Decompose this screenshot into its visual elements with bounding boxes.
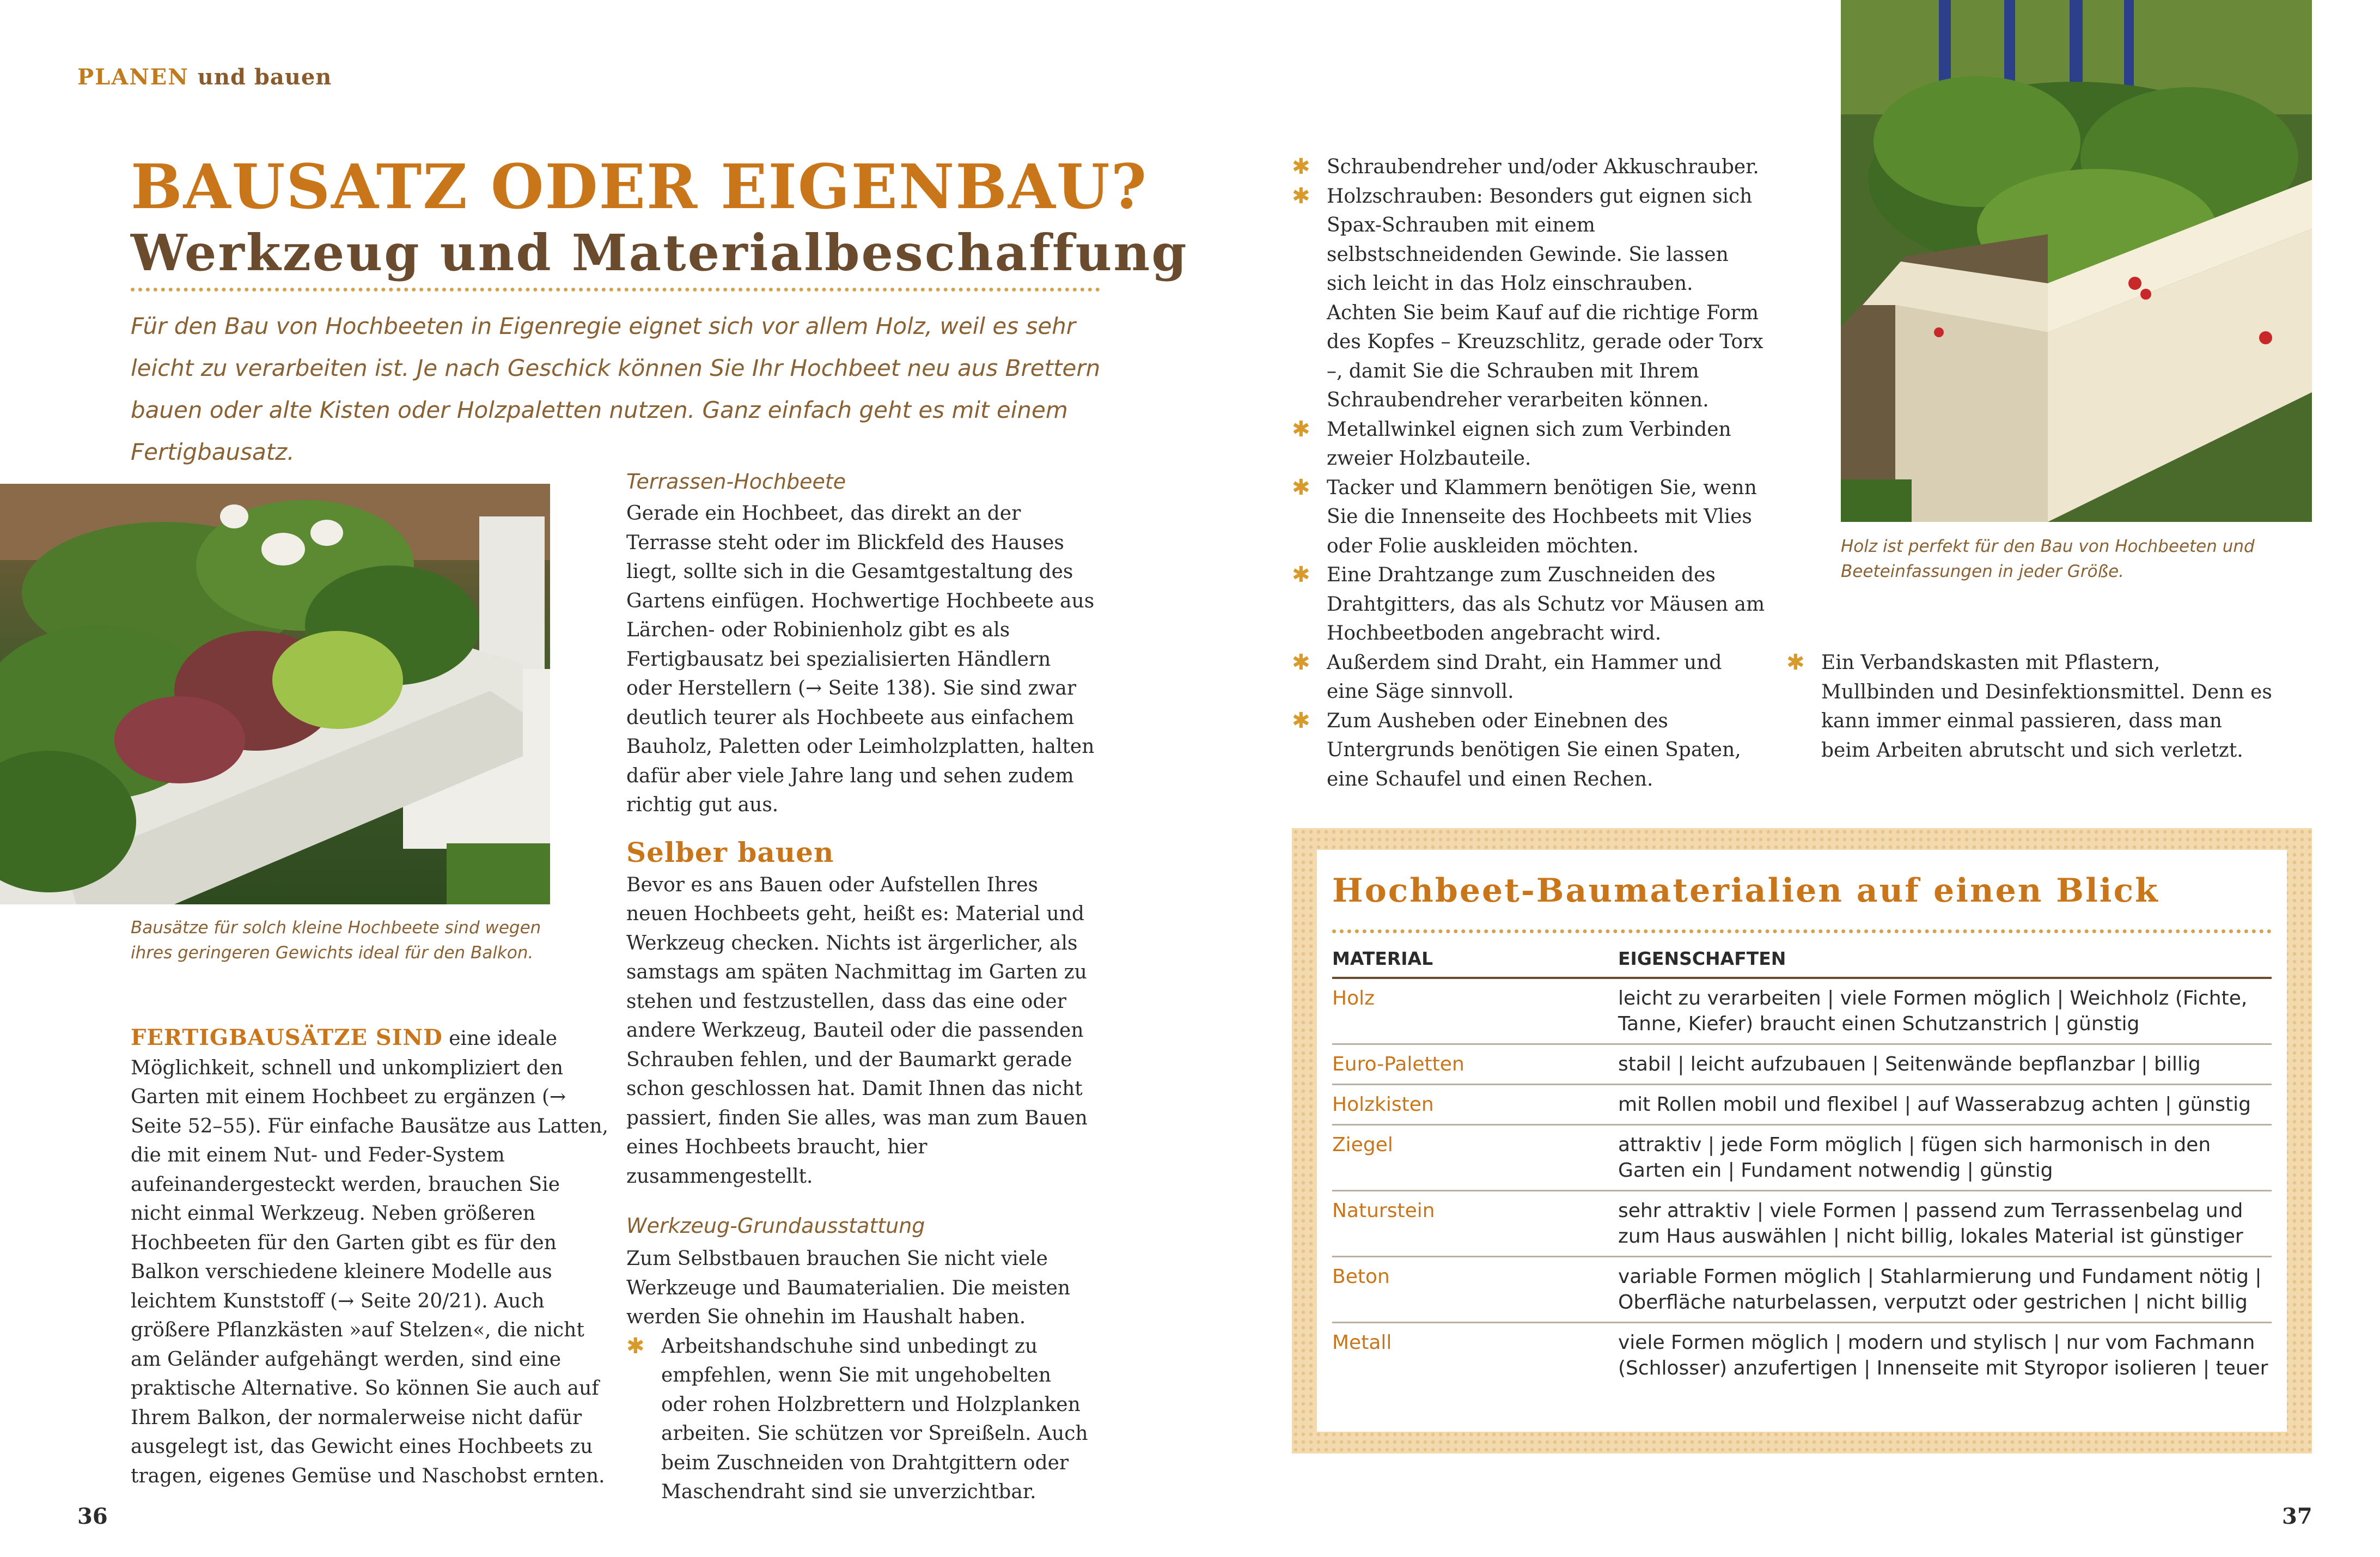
cell-eigenschaften: leicht zu verarbeiten | viele Formen möglich | Weichholz (Fichte, Tanne, Kiefer) braucht einen Schutzanstrich | günstig (1618, 987, 2248, 1035)
table-row (1332, 1045, 2272, 1085)
page-number-right: 37 (2282, 1504, 2312, 1529)
cell-eigenschaften: sehr attraktiv | viele Formen | passend zum Terrassenbelag und zum Haus auswählen | nicht billig, lokales Material ist günstiger (1618, 1200, 2243, 1248)
cell-eigenschaften: stabil | leicht aufzubauen | Seitenwände bepflanzbar | billig (1618, 1053, 2201, 1075)
list-item: ✱ Metallwinkel eignen sich zum Verbinden zweier Holzbauteile. (1292, 415, 1766, 473)
list-item: ✱ Zum Ausheben oder Einebnen des Untergrunds benötigen Sie einen Spaten, eine Schaufel und einen Rechen. (1292, 707, 1766, 794)
photo-left-caption: Bausätze für solch kleine Hochbeete sind wegen ihres geringeren Gewichts ideal für den Balkon. (131, 918, 541, 963)
cell-material: Beton (1332, 1266, 1390, 1288)
running-head-caps: PLANEN (77, 64, 189, 90)
first-aid-list (1786, 648, 2277, 765)
list-item: ✱ Ein Verbandskasten mit Pflastern, Mullbinden und Desinfektionsmittel. Denn es kann immer einmal passieren, dass man beim Arbeiten abrutscht und sich verletzt. (1786, 648, 2277, 765)
running-head (77, 64, 332, 90)
table-row (1332, 1191, 2272, 1257)
cell-eigenschaften: variable Formen möglich | Stahlarmierung und Fundament nötig | Oberfläche naturbelassen, verputzt oder gestrichen | nicht billig (1618, 1266, 2262, 1313)
page-title: BAUSATZ ODER EIGENBAU? (131, 151, 1148, 223)
photo-balcony-planter (0, 484, 550, 904)
intro-paragraph: Für den Bau von Hochbeeten in Eigenregie eignet sich vor allem Holz, weil es sehr leicht zu verarbeiten ist. Je nach Geschick können Sie Ihr Hochbeet neu aus Brettern bauen oder alte Kisten oder Holzpaletten nutzen. Ganz einfach geht es mit einem Fertigbausatz. (131, 313, 1101, 465)
star-bullet-icon: ✱ (1292, 183, 1310, 209)
list-item: ✱ Schraubendreher und/oder Akkuschrauber. (1292, 153, 1766, 182)
table-row (1332, 979, 2272, 1045)
page-number-left: 36 (77, 1504, 108, 1529)
star-bullet-icon: ✱ (1786, 650, 1805, 675)
star-bullet-icon: ✱ (1292, 649, 1310, 675)
page-subtitle: Werkzeug und Materialbeschaffung (131, 223, 1188, 282)
table-row (1332, 1085, 2272, 1126)
cell-material: Ziegel (1332, 1134, 1393, 1156)
cell-material: Holz (1332, 987, 1375, 1009)
subhead-werkzeug: Werkzeug-Grundausstattung (626, 1214, 925, 1238)
cell-material: Euro-Paletten (1332, 1053, 1464, 1075)
table-title-divider (1332, 929, 2272, 933)
cell-material: Naturstein (1332, 1200, 1435, 1222)
running-head-rest: und bauen (197, 64, 332, 90)
werkzeug-list (626, 1332, 1100, 1507)
col1-text: eine ideale Möglichkeit, schnell und unkompliziert den Garten mit einem Hochbeet zu ergänzen (→ Seite 52–55). Für einfache Bausätze aus Latten, die mit einem Nut- und Feder-System aufeinandergesteckt werden, brauchen Sie nicht einmal Werkzeug. Neben größeren Hochbeeten für den Garten gibt es für den Balkon verschiedene kleinere Modelle aus leichtem Kunststoff (→ Seite 20/21). Auch größere Pflanzkästen »auf Stelzen«, die nicht am Geländer aufgehängt werden, sind eine praktische Alternative. So können Sie auch auf Ihrem Balkon, der normalerweise nicht dafür ausgelegt ist, das Gewicht eines Hochbeets zu tragen, eigenes Gemüse und Naschobst ernten. (131, 1027, 608, 1487)
cell-eigenschaften: viele Formen möglich | modern und stylisch | nur vom Fachmann (Schlosser) anzufertigen | Innenseite mit Styropor isolieren | teuer (1618, 1331, 2268, 1379)
column-4 (1786, 648, 2277, 765)
table-row (1332, 1257, 2272, 1323)
terrassen-text: Gerade ein Hochbeet, das direkt an der Terrasse steht oder im Blickfeld des Hauses liegt, sollte sich in die Gesamtgestaltung des Gartens einfügen. Hochwertige Hochbeete aus Lärchen- oder Robinienholz gibt es als Fertigbausatz bei spezialisierten Händlern oder Herstellern (→ Seite 138). Sie sind zwar deutlich teurer als Hochbeete aus einfachem Bauholz, Paletten oder Leimholzplatten, halten dafür aber viele Jahre lang und sehen zudem richtig gut aus. (626, 502, 1095, 816)
star-bullet-icon: ✱ (1292, 416, 1310, 442)
list-item: ✱ Holzschrauben: Besonders gut eignen sich Spax-Schrauben mit einem selbstschneidenden Gewinde. Sie lassen sich leicht in das Holz einschrauben. Achten Sie beim Kauf auf die richtige Form des Kopfes – Kreuzschlitz, gerade oder Torx –, damit Sie die Schrauben mit Ihrem Schraubendreher verarbeiten können. (1292, 182, 1766, 415)
star-bullet-icon: ✱ (1292, 475, 1310, 500)
star-bullet-icon: ✱ (1292, 562, 1310, 587)
header-material: MATERIAL (1332, 948, 1433, 969)
cell-material: Holzkisten (1332, 1093, 1434, 1116)
list-item: ✱ Arbeitshandschuhe sind unbedingt zu empfehlen, wenn Sie mit ungehobelten oder rohen Holzbrettern und Holzplanken arbeiten. Sie schützen vor Spreißeln. Auch beim Zuschneiden von Drahtgittern oder Maschendraht sind sie unverzichtbar. (626, 1332, 1100, 1507)
subhead-terrassen: Terrassen-Hochbeete (626, 470, 846, 494)
table-header (1332, 948, 2272, 979)
star-bullet-icon: ✱ (626, 1333, 645, 1359)
subhead-selber-bauen: Selber bauen (626, 836, 834, 868)
list-item: ✱ Eine Drahtzange zum Zuschneiden des Drahtgitters, das als Schutz vor Mäusen am Hochbeetboden angebracht wird. (1292, 561, 1766, 648)
materials-infobox (1292, 828, 2312, 1453)
cell-eigenschaften: mit Rollen mobil und flexibel | auf Wasserabzug achten | günstig (1618, 1093, 2251, 1116)
col1-paragraph (131, 1023, 610, 1491)
werkzeug-text: Zum Selbstbauen brauchen Sie nicht viele Werkzeuge und Baumaterialien. Die meisten werden Sie ohnehin im Haushalt haben. (626, 1248, 1071, 1328)
column-3 (1292, 153, 1766, 794)
star-bullet-icon: ✱ (1292, 708, 1310, 733)
cell-eigenschaften: attraktiv | jede Form möglich | fügen sich harmonisch in den Garten ein | Fundament notwendig | günstig (1618, 1134, 2211, 1182)
materials-infobox-inner (1317, 850, 2287, 1432)
table-title: Hochbeet-Baumaterialien auf einen Blick (1332, 872, 2159, 910)
star-bullet-icon: ✱ (1292, 154, 1310, 179)
table-row (1332, 1323, 2272, 1388)
title-divider (131, 288, 1100, 291)
materials-table (1332, 948, 2272, 1388)
list-item: ✱ Außerdem sind Draht, ein Hammer und eine Säge sinnvoll. (1292, 648, 1766, 707)
table-row (1332, 1126, 2272, 1191)
selber-bauen-text: Bevor es ans Bauen oder Aufstellen Ihres neuen Hochbeets geht, heißt es: Material und Werkzeug checken. Nichts ist ärgerlicher, als samstags am späten Nachmittag im Garten zu stehen und festzustellen, dass das eine oder andere Werkzeug, Bauteil oder die passenden Schrauben fehlen, und der Baumarkt gerade schon geschlossen hat. Damit Ihnen das nicht passiert, finden Sie alles, was man zum Bauen eines Hochbeets braucht, hier zusammengestellt. (626, 873, 1088, 1188)
list-item: ✱ Tacker und Klammern benötigen Sie, wenn Sie die Innenseite des Hochbeets mit Vlies oder Folie auskleiden möchten. (1292, 473, 1766, 561)
column-2 (626, 470, 1100, 1507)
tools-list (1292, 153, 1766, 794)
runin-heading: FERTIGBAUSÄTZE SIND (131, 1025, 443, 1050)
photo-wooden-raised-bed (1841, 0, 2312, 522)
photo-right-caption: Holz ist perfekt für den Bau von Hochbeeten und Beeteinfassungen in jeder Größe. (1841, 537, 2255, 581)
cell-material: Metall (1332, 1331, 1392, 1354)
header-eigenschaften: EIGENSCHAFTEN (1618, 948, 1786, 969)
